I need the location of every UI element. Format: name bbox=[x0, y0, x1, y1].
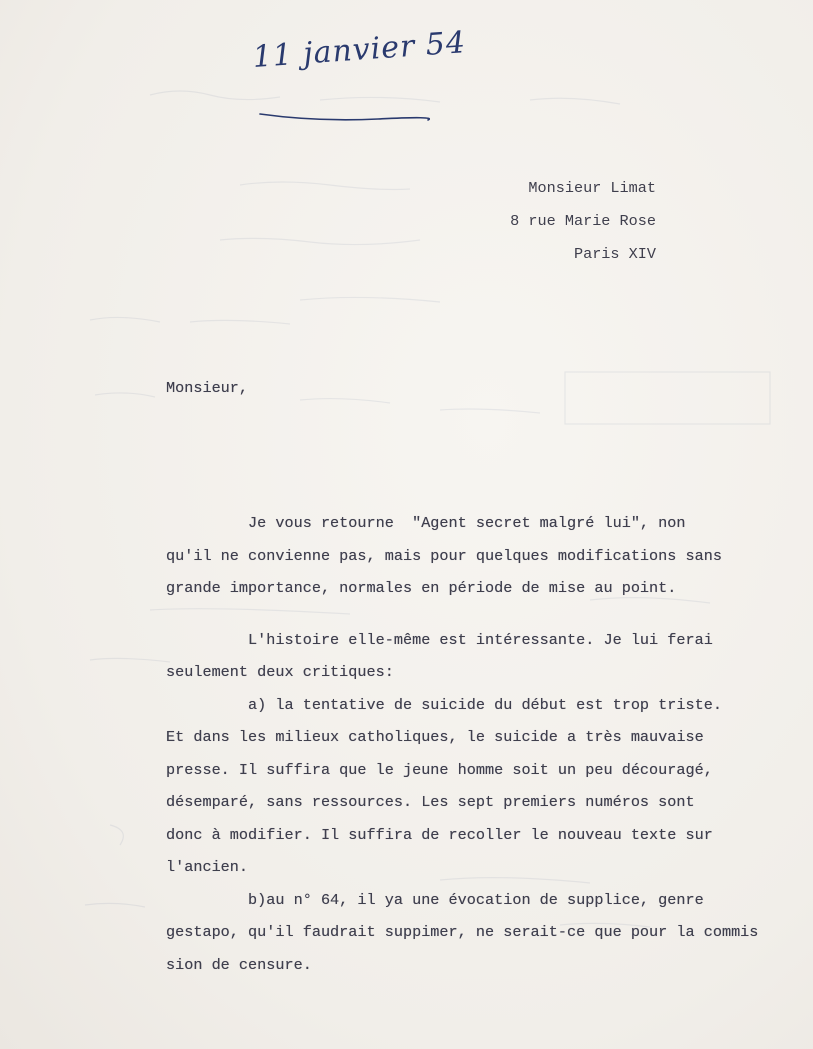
paragraph-line: l'ancien. bbox=[166, 858, 249, 876]
paragraph-2 bbox=[166, 624, 806, 689]
paragraph-1 bbox=[166, 507, 806, 605]
paragraph-line: gestapo, qu'il faudrait suppimer, ne serait-ce que pour la commis bbox=[166, 923, 759, 941]
paragraph-line: seulement deux critiques: bbox=[166, 663, 394, 681]
paragraph-line: Je vous retourne "Agent secret malgré lui", non bbox=[166, 514, 686, 532]
paragraph-3 bbox=[166, 689, 806, 884]
paragraph-line: sion de censure. bbox=[166, 955, 312, 974]
paragraph-line: qu'il ne convienne pas, mais pour quelques modifications sans bbox=[166, 546, 722, 565]
paragraph-line: désemparé, sans ressources. Les sept premiers numéros sont bbox=[166, 793, 695, 811]
paragraph-line: a) la tentative de suicide du début est trop triste. bbox=[166, 695, 722, 714]
handwritten-date: 11 janvier 54 bbox=[251, 25, 468, 75]
paragraph-line: Et dans les milieux catholiques, le suicide a très mauvaise bbox=[166, 728, 704, 746]
paragraph-line: L'histoire elle-même est intéressante. Je lui ferai bbox=[166, 630, 713, 649]
paragraph-line: grande importance, normales en période de mise au point. bbox=[166, 579, 677, 597]
recipient-street: 8 rue Marie Rose bbox=[510, 212, 656, 230]
recipient-name: Monsieur Limat bbox=[528, 179, 656, 197]
paragraph-4 bbox=[166, 884, 806, 982]
letter-body bbox=[166, 507, 806, 981]
recipient-address bbox=[510, 172, 656, 271]
recipient-city: Paris XIV bbox=[573, 245, 656, 263]
handwritten-underline bbox=[258, 108, 430, 124]
paragraph-line: presse. Il suffira que le jeune homme soit un peu découragé, bbox=[166, 760, 713, 779]
paragraph-line: b)au n° 64, il ya une évocation de supplice, genre bbox=[166, 890, 704, 909]
salutation: Monsieur, bbox=[166, 379, 249, 397]
paragraph-line: donc à modifier. Il suffira de recoller le nouveau texte sur bbox=[166, 825, 713, 844]
